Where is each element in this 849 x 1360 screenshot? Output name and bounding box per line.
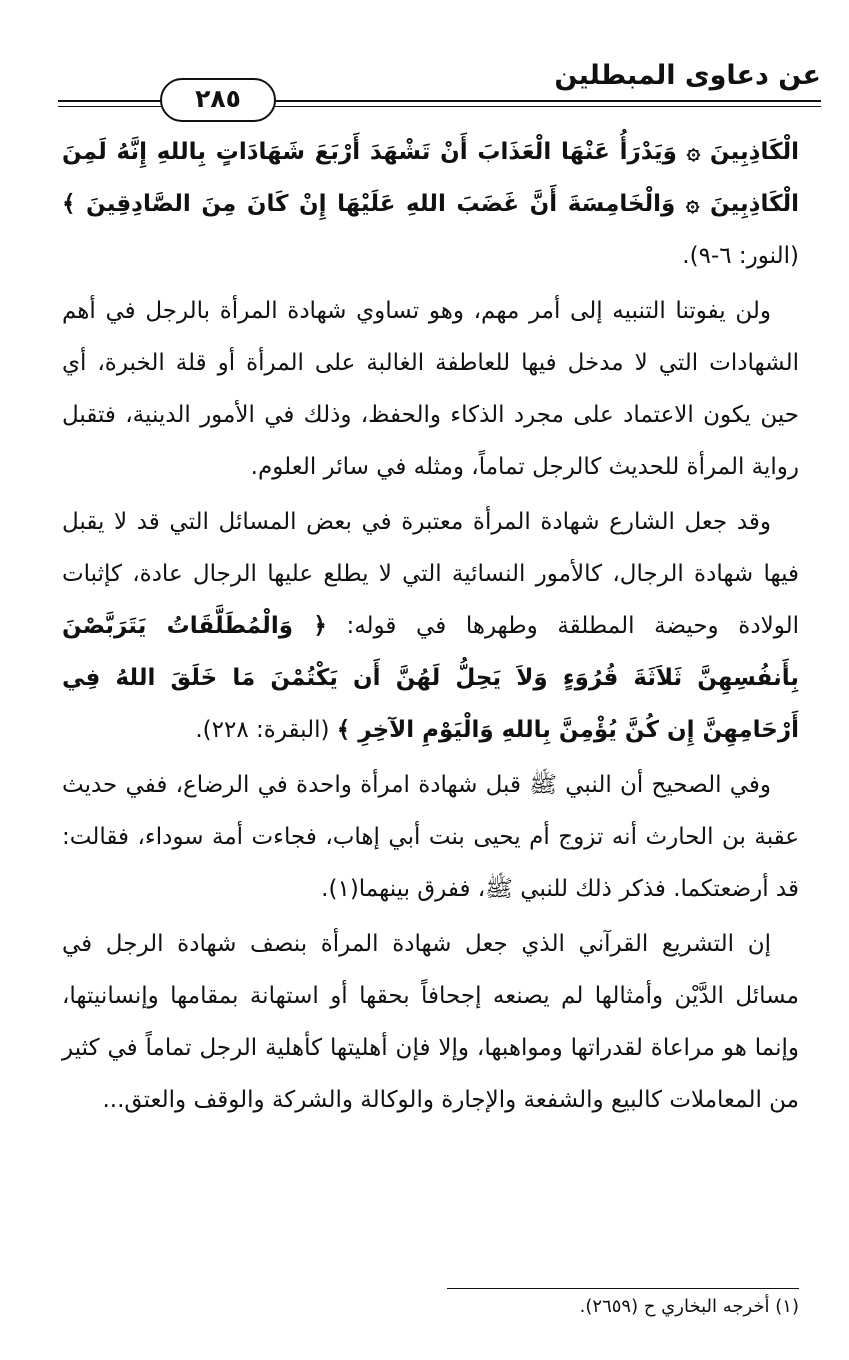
paragraph-2: ولن يفوتنا التنبيه إلى أمر مهم، وهو تساوي شهادة المرأة بالرجل في أهم الشهادات التي لا مدخل فيها للعاطفة الغالبة على المرأة أو قلة الخبرة، أي حين يكون الاعتماد على مجرد الذكاء والحفظ، وذلك في الأمور الدينية، فتقبل رواية المرأة للحديث كالرجل تماماً، ومثله في سائر العلوم.	[62, 298, 799, 480]
verse-reference: (البقرة: ٢٢٨).	[195, 717, 337, 743]
quran-verse: الْكَاذِبِينَ ۞ وَيَدْرَأُ عَنْهَا الْعَذَابَ أَنْ تَشْهَدَ أَرْبَعَ شَهَادَاتٍ بِاللهِ إِنَّهُ لَمِنَ الْكَاذِبِينَ ۞ وَالْخَامِسَةَ أَنَّ غَضَبَ اللهِ عَلَيْهَا إِنْ كَانَ مِنَ الصَّادِقِينَ ﴾	[62, 139, 799, 217]
paragraph-5: إن التشريع القرآني الذي جعل شهادة المرأة بنصف شهادة الرجل في مسائل الدَّيْن وأمثالها لم يصنعه إجحافاً بحقها أو استهانة بمقامها وإنسانيتها، وإنما هو مراعاة لقدراتها ومواهبها، وإلا فإن أهليتها كأهلية الرجل تماماً في كثير من المعاملات كالبيع والشفعة والإجارة والوكالة والشركة والوقف والعتق...	[62, 931, 799, 1113]
running-title: عن دعاوى المبطلين	[554, 60, 821, 91]
paragraph-text: وقد جعل الشارع شهادة المرأة معتبرة في بعض المسائل التي قد لا يقبل فيها شهادة الرجال، كالأمور النسائية التي لا يطلع عليها الرجال عادة، كإثبات الولادة وحيضة المطلقة وطهرها في قوله:	[62, 509, 799, 639]
footnote: (١) أخرجه البخاري ح (٢٦٥٩).	[579, 1296, 799, 1317]
paragraph-3	[62, 496, 799, 756]
page-number: ٢٨٥	[160, 78, 276, 122]
quran-verse: ﴿ وَالْمُطَلَّقَاتُ يَتَرَبَّصْنَ بِأَنفُسِهِنَّ ثَلاَثَةَ قُرُوَءٍ وَلاَ يَحِلُّ لَهُنَّ أَن يَكْتُمْنَ مَا خَلَقَ اللهُ فِي أَرْحَامِهِنَّ إِن كُنَّ يُؤْمِنَّ بِاللهِ وَالْيَوْمِ الآخِرِ ﴾	[62, 613, 799, 743]
verse-reference: (النور: ٦-٩).	[682, 243, 799, 269]
footnote-divider	[447, 1288, 799, 1289]
body-text	[62, 126, 799, 1129]
paragraph-1	[62, 126, 799, 282]
paragraph-4: وفي الصحيح أن النبي ﷺ قبل شهادة امرأة واحدة في الرضاع، ففي حديث عقبة بن الحارث أنه تزوج أم يحيى بنت أبي إهاب، فجاءت أمة سوداء، فقالت: قد أرضعتكما. فذكر ذلك للنبي ﷺ، ففرق بينهما(١).	[62, 772, 799, 902]
page-header	[58, 56, 821, 114]
